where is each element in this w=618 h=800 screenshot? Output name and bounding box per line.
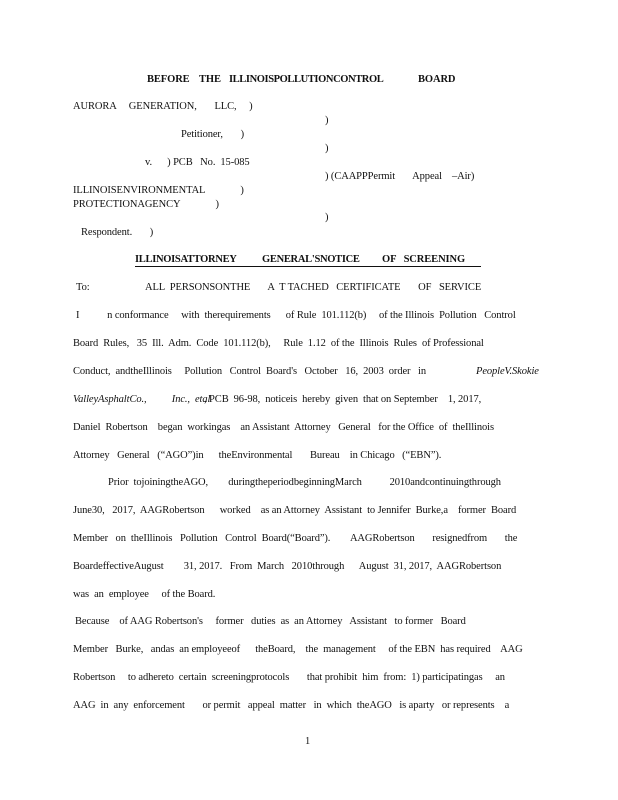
caption-before: BEFORE [147,74,190,85]
body-line: , PCB 96-98, noticeis hereby given that on September 1, 2017, [204,394,482,405]
notice-title-part: ILLINOISATTORNEY [135,254,237,265]
body-line: Because of AAG Robertson's former duties as an Attorney Assistant to former Board [75,616,466,627]
body-line: Board Rules, 35 Ill. Adm. Code 101.112(b), Rule 1.12 of the Illinois Rules of Professional [73,338,484,349]
caption-petitioner-label: Petitioner, ) [181,129,245,140]
addressee-text: ALL PERSONSONTHE A T TACHED CERTIFICATE OF SERVICE [145,282,482,293]
caption-board: BOARD [418,74,456,85]
body-line: BoardeffectiveAugust 31, 2017. From March 2010through August 31, 2017, AAGRobertson [73,561,502,572]
body-line: was an employee of the Board. [73,589,216,600]
body-line: Member on theIllinois Pollution Control Board(“Board”). AAGRobertson resignedfrom the [73,533,518,544]
body-line: Member Burke, andas an employeeof theBoard, the management of the EBN has required AAG [73,644,523,655]
body-line: Conduct, andtheIllinois Pollution Control Board's October 16, 2003 order in [73,366,426,377]
caption-respondent-name: ILLINOISENVIRONMENTAL ) [73,185,244,196]
caption-paren: ) [325,212,329,223]
caption-paren: ) [325,115,329,126]
notice-title-part: OF SCREENING [382,254,466,265]
case-citation: PeopleV.Skokie [476,366,539,377]
body-line: Daniel Robertson began workingas an Assistant Attorney General for the Office of theIllinois [73,422,494,433]
caption-versus-line: v. ) PCB No. 15-085 [145,157,250,168]
notice-title-part: GENERAL'SNOTICE [262,254,360,265]
page-number: 1 [305,736,311,747]
caption-the: THE [199,74,221,85]
addressee-to: To: [76,282,90,293]
caption-paren: ) [325,143,329,154]
caption-respondent-label: Respondent. ) [81,227,154,238]
body-line: I n conformance with therequirements of Rule 101.112(b) of the Illinois Pollution Control [76,310,516,321]
caption-petitioner-line: AURORA GENERATION, LLC, ) [73,101,253,112]
title-underline [135,266,481,267]
body-line: ValleyAsphaltCo., Inc., etal [73,394,211,405]
caption-respondent-name: PROTECTIONAGENCY ) [73,199,219,210]
body-line: Attorney General (“AGO”)in theEnvironmental Bureau in Chicago (“EBN”). [73,450,442,461]
caption-case-type: ) (CAAPPPermit Appeal –Air) [325,171,475,182]
body-line: Robertson to adhereto certain screeningprotocols that prohibit him from: 1) participatingas an [73,672,505,683]
body-line: AAG in any enforcement or permit appeal matter in which theAGO is aparty or represents a [73,700,510,711]
body-line: June30, 2017, AAGRobertson worked as an Attorney Assistant to Jennifer Burke,a former Board [73,505,517,516]
caption-board-name: ILLINOISPOLLUTIONCONTROL [229,74,384,85]
body-line: Prior tojoiningtheAGO, duringtheperiodbeginningMarch 2010andcontinuingthrough [108,477,501,488]
